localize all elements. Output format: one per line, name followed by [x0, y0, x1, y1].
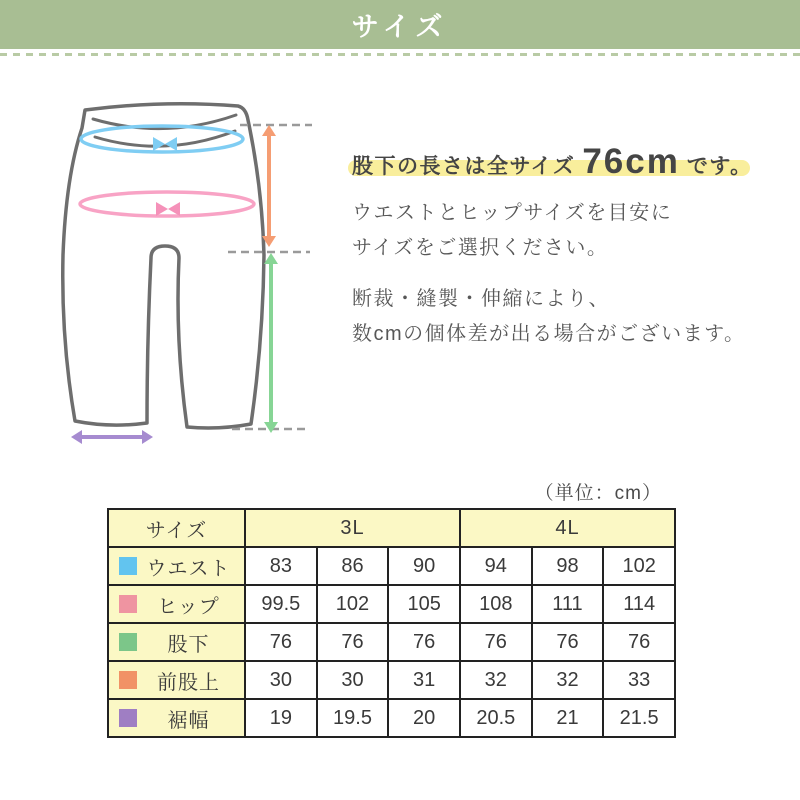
table-row-inseam: 股下 76 76 76 76 76 76 — [108, 623, 675, 661]
inseam-arrow — [264, 253, 278, 433]
header-4l: 4L — [460, 509, 675, 547]
hip-color-swatch — [119, 595, 137, 613]
hem-width-arrow — [71, 430, 153, 444]
unit-label: （単位：cm） — [534, 483, 662, 504]
table-row-hem-width: 裾幅 19 19.5 20 20.5 21 21.5 — [108, 699, 675, 737]
row-label-hem-width: 裾幅 — [108, 699, 245, 737]
note-line: ウエストとヒップサイズを目安に — [352, 202, 673, 224]
pants-measurement-diagram — [50, 86, 325, 448]
note-line: 断裁・縫製・伸縮により、 — [352, 288, 610, 310]
hem-width-color-swatch — [119, 709, 137, 727]
tolerance-note — [352, 282, 746, 352]
size-selection-note — [352, 196, 672, 266]
size-table — [107, 508, 676, 738]
header-dashed-divider — [0, 53, 800, 56]
table-header-row — [108, 509, 675, 547]
page-title: サイズ — [351, 12, 449, 42]
table-row-waist: ウエスト 83 86 90 94 98 102 — [108, 547, 675, 585]
inseam-color-swatch — [119, 633, 137, 651]
note-line: サイズをご選択ください。 — [352, 237, 609, 259]
note-line: 数cmの個体差が出る場合がございます。 — [352, 323, 746, 345]
row-label-waist: ウエスト — [108, 547, 245, 585]
table-row-hip: ヒップ 99.5 102 105 108 111 114 — [108, 585, 675, 623]
headline-suffix: です。 — [686, 155, 753, 178]
waist-color-swatch — [119, 557, 137, 575]
headline-value: 76cm — [582, 142, 680, 181]
row-label-inseam: 股下 — [108, 623, 245, 661]
table-row-front-rise: 前股上 30 30 31 32 32 33 — [108, 661, 675, 699]
section-header — [0, 0, 800, 49]
header-3l: 3L — [245, 509, 460, 547]
inseam-headline — [352, 144, 753, 179]
headline-prefix: 股下の長さは全サイズ — [352, 155, 576, 178]
row-label-hip: ヒップ — [108, 585, 245, 623]
front-rise-color-swatch — [119, 671, 137, 689]
row-label-front-rise: 前股上 — [108, 661, 245, 699]
header-size: サイズ — [108, 509, 245, 547]
